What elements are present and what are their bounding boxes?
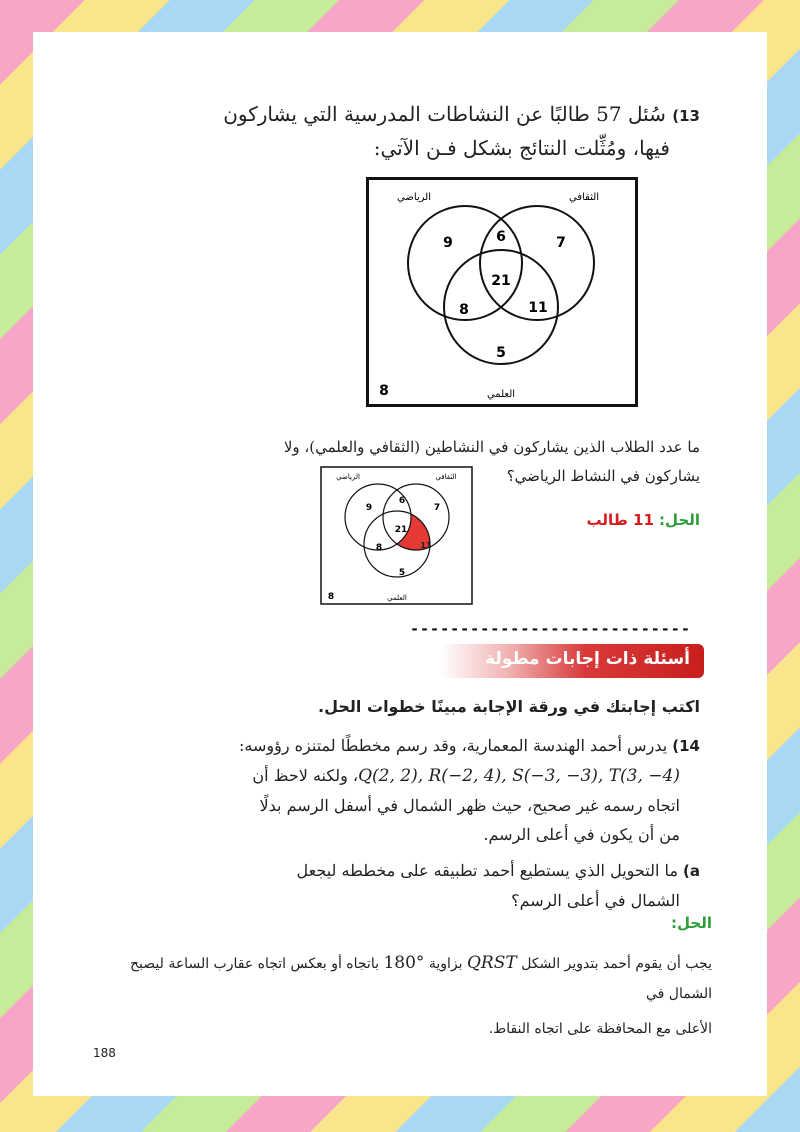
solution14-text (92, 948, 712, 1049)
venn-diagram-large (366, 177, 638, 407)
small-value-cultural-scientific: 11 (420, 541, 432, 550)
q14-points: Q(2, 2), R(−2, 4), S(−3, −3), T(3, −4) (358, 766, 680, 786)
part-a-line2: الشمال في أعلى الرسم؟ (511, 891, 680, 910)
small-value-sports-only: 9 (365, 503, 373, 513)
section-banner-title: أسئلة ذات إجابات مطولة (485, 649, 690, 669)
small-value-scientific-only: 5 (398, 568, 406, 578)
value-sports-scientific: 8 (459, 302, 469, 318)
small-value-sports-cultural: 6 (398, 496, 406, 506)
solution14-label: الحل: (671, 914, 712, 932)
q14-number: 14) (672, 737, 700, 755)
section-banner (440, 644, 704, 678)
venn-diagram-small (320, 466, 473, 605)
q14-line4: من أن يكون في أعلى الرسم. (483, 825, 680, 844)
page-number: 188 (93, 1046, 116, 1060)
label-cultural: الثقافي (568, 192, 600, 203)
small-value-all-three: 21 (394, 525, 408, 535)
value-sports-only: 9 (443, 235, 453, 251)
q14-line3: اتجاه رسمه غير صحيح، حيث ظهر الشمال في أسفل الرسم بدلًا (259, 796, 680, 815)
q13-block (80, 98, 700, 164)
small-label-scientific: العلمي (387, 594, 407, 602)
small-value-sports-scientific: 8 (375, 543, 383, 553)
solution14-line2: الأعلى مع المحافظة على اتجاه النقاط. (488, 1021, 712, 1037)
q13-line2: فيها، ومُثِّلت النتائج بشكل فـن الآتي: (373, 136, 670, 160)
label-scientific: العلمي (486, 389, 516, 400)
q14-line1: 14) يدرس أحمد الهندسة المعمارية، وقد رسم مخططًا لمتنزه رؤوسه: (239, 736, 700, 755)
q13-question-line2: يشاركون في النشاط الرياضي؟ (506, 467, 700, 485)
small-label-sports: الرياضي (336, 473, 360, 481)
q14-line2: Q(2, 2), R(−2, 4), S(−3, −3), T(3, −4)، ولكنه لاحظ أن (252, 766, 680, 786)
value-cultural-only: 7 (556, 235, 566, 251)
value-scientific-only: 5 (496, 345, 506, 361)
part-a-line1: a) ما التحويل الذي يستطيع أحمد تطبيقه على مخططه ليجعل (296, 861, 700, 880)
q14-block (140, 731, 700, 849)
q13-line1: 13) سُئل 57 طالبًا عن النشاطات المدرسية التي يشاركون (223, 102, 700, 126)
small-label-cultural: الثقافي (435, 473, 457, 481)
solution14-line1: يجب أن يقوم أحمد بتدوير الشكل QRST بزاوية 180° باتجاه أو بعكس اتجاه عقارب الساعة ليصبح الشمال في (129, 953, 712, 1002)
q13-question-line1: ما عدد الطلاب الذين يشاركون في النشاطين (الثقافي والعلمي)، ولا (283, 438, 700, 456)
q13-number: 13) (672, 107, 700, 125)
part-a-block (200, 856, 700, 915)
angle-value: 180° (383, 953, 425, 973)
part-a-marker: a) (683, 862, 700, 880)
label-sports: الرياضي (397, 192, 431, 203)
shape-name: QRST (467, 953, 517, 973)
instruction: اكتب إجابتك في ورقة الإجابة مبينًا خطوات الحل. (318, 697, 700, 716)
value-all-three: 21 (491, 273, 511, 289)
small-value-cultural-only: 7 (433, 503, 441, 513)
value-outside: 8 (379, 383, 389, 399)
value-sports-cultural: 6 (496, 229, 506, 245)
small-value-outside: 8 (327, 592, 335, 602)
solution13-answer: 11 طالب (586, 511, 654, 529)
value-cultural-scientific: 11 (528, 300, 548, 316)
solution13-label: الحل: (659, 511, 700, 529)
solution13 (480, 510, 700, 529)
venn-frame (368, 179, 637, 406)
section-divider: ---------------------------- (410, 620, 691, 638)
